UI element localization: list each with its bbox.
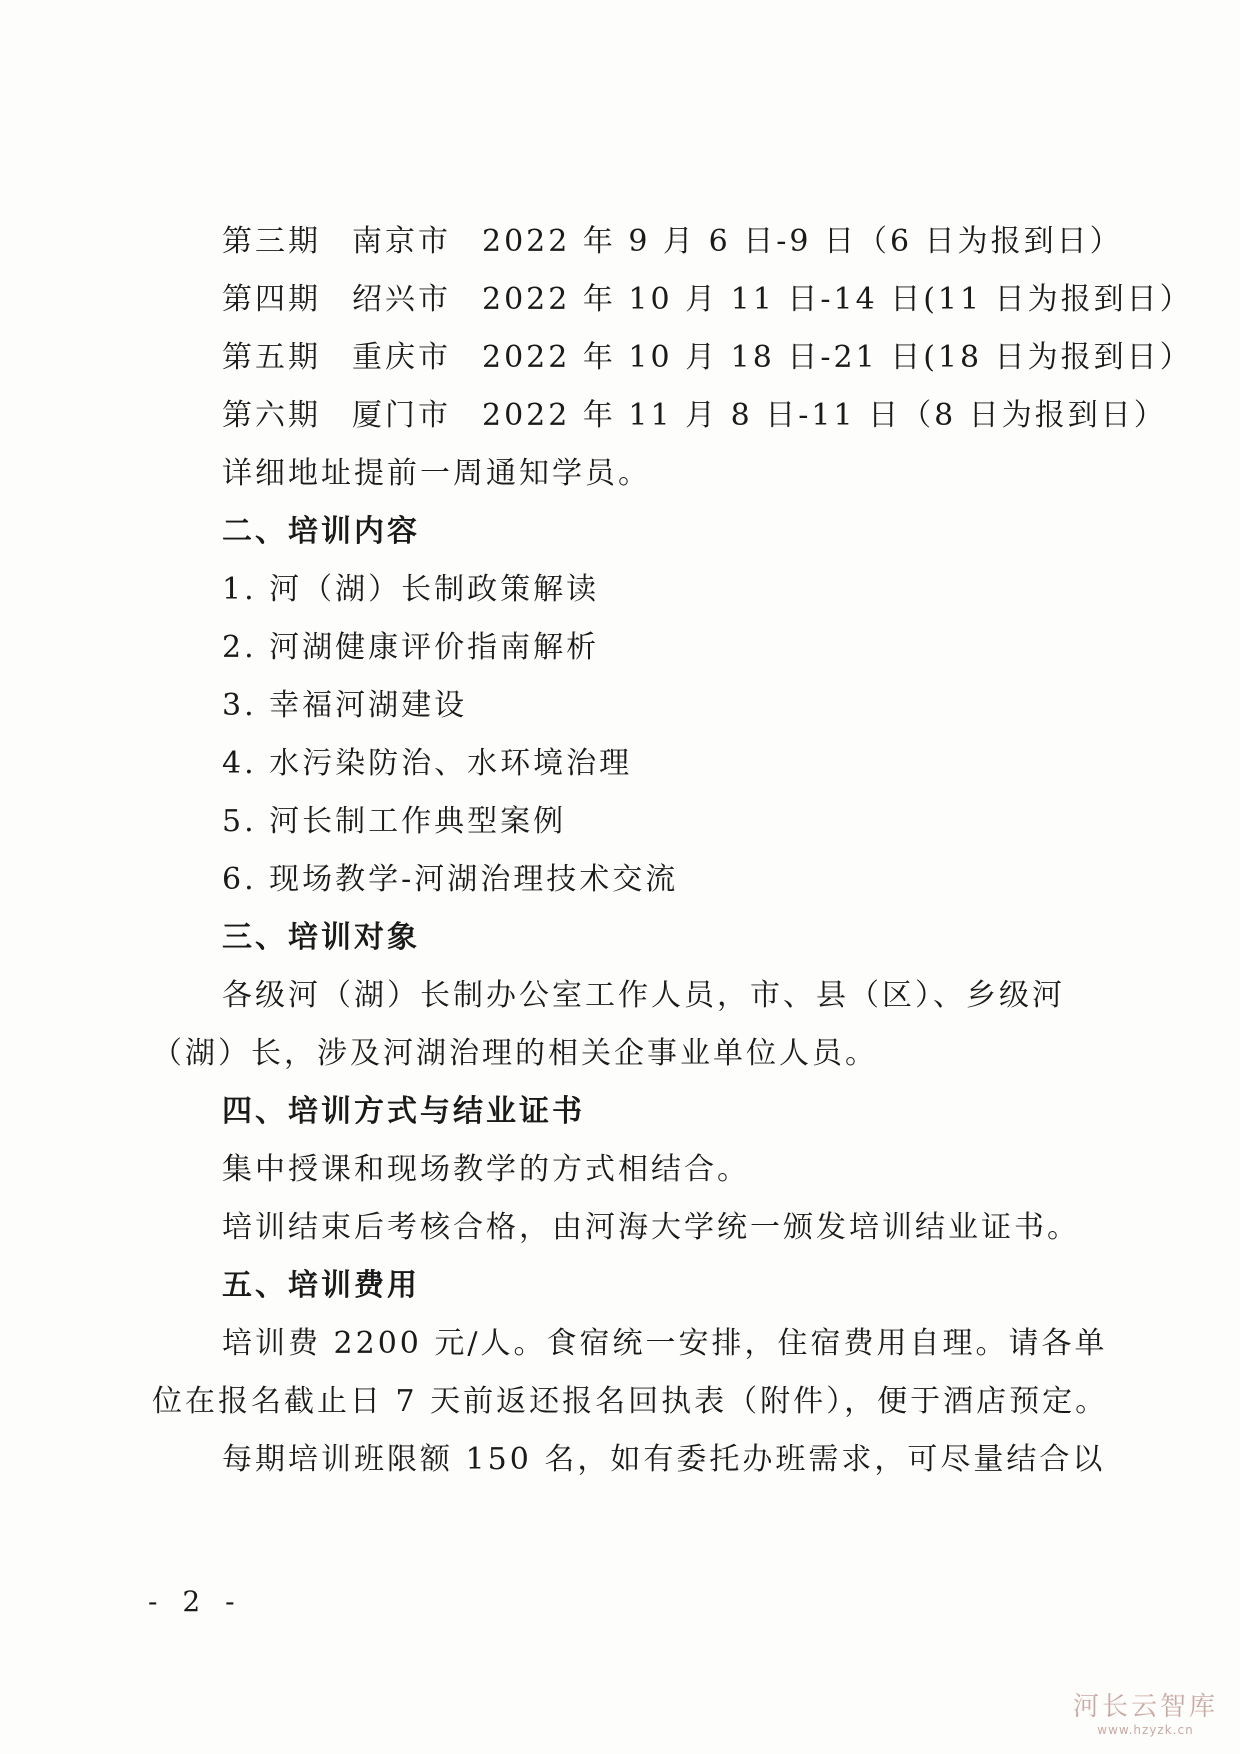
paragraph-line: 培训费 2200 元/人。食宿统一安排，住宿费用自理。请各单: [222, 1326, 1108, 1361]
paragraph-line: （湖）长，涉及河湖治理的相关企事业单位人员。: [152, 1036, 878, 1071]
list-item: 5. 河长制工作典型案例: [222, 804, 567, 839]
section-heading-method: 四、培训方式与结业证书: [222, 1094, 585, 1129]
schedule-period: 第五期: [222, 340, 321, 375]
schedule-dates: 2022 年 10 月 11 日-14 日(11 日为报到日）: [482, 282, 1193, 317]
schedule-city: 南京市: [352, 224, 451, 259]
list-item: 3. 幸福河湖建设: [222, 688, 468, 723]
section-heading-content: 二、培训内容: [222, 514, 420, 549]
list-item: 6. 现场教学-河湖治理技术交流: [222, 862, 679, 897]
paragraph-line: 位在报名截止日 7 天前返还报名回执表（附件），便于酒店预定。: [152, 1384, 1109, 1419]
schedule-city: 绍兴市: [352, 282, 451, 317]
schedule-dates: 2022 年 9 月 6 日-9 日（6 日为报到日）: [482, 224, 1123, 259]
schedule-period: 第三期: [222, 224, 321, 259]
list-item: 1. 河（湖）长制政策解读: [222, 572, 600, 607]
schedule-period: 第四期: [222, 282, 321, 317]
watermark-url: www.hzyzk.cn: [1097, 1723, 1194, 1737]
watermark-title: 河长云智库: [1072, 1692, 1218, 1722]
schedule-city: 厦门市: [352, 398, 451, 433]
schedule-city: 重庆市: [352, 340, 451, 375]
section-heading-audience: 三、培训对象: [222, 920, 420, 955]
paragraph-line: 各级河（湖）长制办公室工作人员，市、县（区）、乡级河: [222, 978, 1065, 1013]
schedule-period: 第六期: [222, 398, 321, 433]
schedule-dates: 2022 年 10 月 18 日-21 日(18 日为报到日）: [482, 340, 1193, 375]
paragraph-line: 集中授课和现场教学的方式相结合。: [222, 1152, 750, 1187]
schedule-dates: 2022 年 11 月 8 日-11 日（8 日为报到日）: [482, 398, 1167, 433]
watermark: [1073, 1692, 1218, 1738]
list-item: 4. 水污染防治、水环境治理: [222, 746, 633, 781]
address-note: 详细地址提前一周通知学员。: [222, 456, 651, 491]
list-item: 2. 河湖健康评价指南解析: [222, 630, 600, 665]
page-number: - 2 -: [148, 1585, 243, 1618]
section-heading-fee: 五、培训费用: [222, 1268, 420, 1303]
paragraph-line: 每期培训班限额 150 名，如有委托办班需求，可尽量结合以: [222, 1442, 1106, 1477]
paragraph-line: 培训结束后考核合格，由河海大学统一颁发培训结业证书。: [222, 1210, 1080, 1245]
